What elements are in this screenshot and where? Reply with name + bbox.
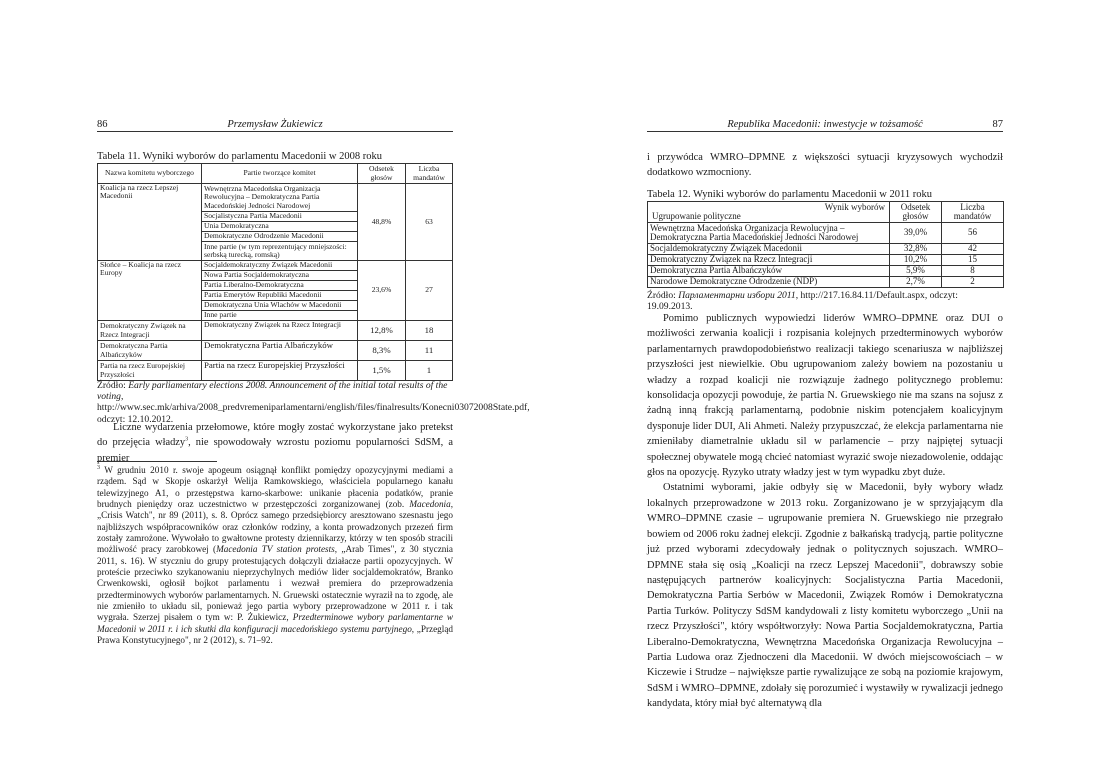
footnote-separator <box>97 461 217 462</box>
table11-party: Demokratyczny Związek na Rzecz Integracji <box>202 321 358 341</box>
table12-stub-top: Wynik wyborów <box>824 201 885 212</box>
left-paragraph <box>97 420 453 466</box>
left-body-text <box>97 420 453 466</box>
footnote-italic: Macedonia TV station protests <box>216 544 335 555</box>
table11-seats: 18 <box>406 321 453 341</box>
table11-committee: Demokratyczna Partia Albańczyków <box>98 341 202 361</box>
table12-seats: 15 <box>942 255 1004 266</box>
footnote-italic: Przedterminowe wybory parlamentarne w Macedonii w 2011 r. i ich skutki dla konfiguracji macedońskiego systemu partyjnego <box>97 612 453 634</box>
paragraph-text-cont: , nie spowodowały wzrostu poziomu popularności SdSM, a premier <box>97 437 453 464</box>
source-title: Парламентарни избори 2011 <box>678 290 796 301</box>
table11-committee: Słońce – Koalicja na rzecz Europy <box>98 261 202 321</box>
footnote-text: , „Crisis Watch", nr 89 (2011), s. 8. Oprócz samego przedsiębiorcy aresztowano szesnastu jego najbliższych współpracowników oraz członków rodziny, a konta prowadzonych przezeń firm zostały zamrożone. Wywołało to gwałtowne protesty dziennikarzy, którzy w ten sposób stracili możliwość pracy zarobkowej ( <box>97 499 453 555</box>
table11-committee: Koalicja na rzecz Lepszej Macedonii <box>98 184 202 261</box>
table12-party: Demokratyczna Partia Albańczyków <box>648 266 890 277</box>
table11-party: Partia Emerytów Republiki Macedonii <box>202 291 358 301</box>
table11-party: Wewnętrzna Macedońska Organizacja Rewolucyjna – Demokratyczna Partia Macedońskiej Jedności Narodowej <box>202 184 358 212</box>
table12-share: 2,7% <box>890 277 942 288</box>
table12-party: Narodowe Demokratyczne Odrodzenie (NDP) <box>648 277 890 288</box>
table11-party: Socjaldemokratyczny Związek Macedonii <box>202 261 358 271</box>
table12-caption: Tabela 12. Wyniki wyborów do parlamentu Macedonii w 2011 roku <box>647 189 932 200</box>
table11-share: 1,5% <box>358 361 406 381</box>
right-page <box>550 0 1100 778</box>
table12-header-seats: Liczba mandatów <box>942 202 1004 223</box>
table11-header-share: Odsetek głosów <box>358 164 406 184</box>
table11-seats: 27 <box>406 261 453 321</box>
table12-stub <box>648 202 890 223</box>
table11-party: Partia Liberalno-Demokratyczna <box>202 281 358 291</box>
table11-party: Demokratyczne Odrodzenie Macedonii <box>202 232 358 242</box>
footnote-text: , „Arab Times", z 30 stycznia 2011, s. 16). W styczniu do grupy protestujących dołączyli działacze partii opozycyjnych. W proteście przeciwko szykanowaniu nieprzychylnych mediów lider socjaldemokratów, Branko Crwenkowski, ogłosił bojkot parlamentu i wezwał premiera do przeprowadzenia przedterminowych wyborów parlamentarnych. N. Gruewski ostatecznie wyraził na to zgodę, ale nie zmieniło to układu sil, ponieważ jego partia wybory przeprowadzone w 2011 r. i tak wygrała. Szerzej pisałem o tym w: P. Żukiewicz, <box>97 544 454 623</box>
table11-header-seats: Liczba mandatów <box>406 164 453 184</box>
footnote-text: , „Przegląd Prawa Konstytucyjnego", nr 2 (2012), s. 71–92. <box>97 623 453 646</box>
footnote-number: 3 <box>97 464 100 471</box>
table12-header-share: Odsetek głosów <box>890 202 942 223</box>
intro-paragraph: i przywódca WMRO–DPMNE z większości sytuacji kryzysowych wychodził dodatkowo wzmocniony. <box>647 152 1003 179</box>
left-page-number: 86 <box>97 119 108 130</box>
right-paragraph-1: Pomimo publicznych wypowiedzi liderów WMRO–DPMNE oraz DUI o możliwości zerwania koalicji i rozpisania kolejnych przedterminowych wyborów parlamentarnych prawdopodobieństwo realizacji takiego scenariusza w najbliższej przyszłości jest niewielkie. Obu ugrupowaniom zależy bowiem na pozostaniu u władzy a rozpad koalicji nie rozwiązuje żadnego politycznego problemu: konsolidacja opozycji powoduje, że partia N. Gruewskiego nie ma szans na sojusz z żadną inną frakcją parlamentarną, podobnie niskim potencjałem koalicyjnym dysponuje lider DUI, Ali Ahmeti. Należy przypuszczać, że elekcja parlamentarna nie zmieniłaby diametralnie układu sil w parlamencie – przy najpiętej sytuacji społecznej obywatele mogą chcieć natomiast wyrazić swoje niezadowolenie, oddając głos na opozycję. Ryzyko utraty władzy jest w tym wypadku zbyt duże. <box>647 313 1003 479</box>
table11-party: Demokratyczna Partia Albańczyków <box>202 341 358 361</box>
table11-share: 48,8% <box>358 184 406 261</box>
paragraph-text: Liczne wydarzenia przełomowe, które mogły zostać wykorzystane jako pretekst do przejęcia władzy <box>97 422 453 449</box>
table12-seats: 56 <box>942 223 1004 244</box>
right-running-title: Republika Macedonii: inwestycje w tożsamość <box>727 119 923 130</box>
footnote <box>97 465 453 647</box>
table11-committee: Partia na rzecz Europejskiej Przyszłości <box>98 361 202 381</box>
right-paragraph-2: Ostatnimi wyborami, jakie odbyły się w Macedonii, były wybory władz lokalnych przeprowadzone w 2013 roku. Zorganizowano je w sprzyjającym dla WMRO–DPMNE czasie – ugrupowanie premiera N. Gruewskiego nie przegrało bowiem od 2006 roku żadnej elekcji. Zgodnie z bałkańską tradycją, partie polityczne już przed wyborami zdecydowały jednak o politycznych sojuszach. WMRO–DPMNE stała się osią „Koalicji na rzecz Lepszej Macedonii", dobrawszy sobie następujących partnerów koalicyjnych: Socjalistyczna Partia Macedonii, Demokratyczna Partia Serbów w Macedonii, Związek Romów i Demokratyczna Partia Turków. Polityczy SdSM kandydowali z listy komitetu wyborczego „Unii na rzecz Przyszłości", który współtworzyły: Nowa Partia Socjaldemokratyczna, Partia Liberalno-Demokratyczna, Wewnętrzna Macedońska Organizacja Rewolucyjna – Partia Ludowa oraz Zjednoczeni dla Macedonii. W dwóch miejscowościach – w Kiczewie i Strudze – największe partie rywalizujące ze sobą na poziomie krajowym, SdSM i WMRO–DPMNE, zdołały się porozumieć i wystawiły w rywalizacji jednego kandydata, który miał być alternatywą dla <box>647 482 1003 710</box>
right-body-text <box>647 311 1003 712</box>
table11-share: 8,3% <box>358 341 406 361</box>
table12-seats: 42 <box>942 244 1004 255</box>
table11 <box>97 163 453 381</box>
table12-seats: 8 <box>942 266 1004 277</box>
source-details: , http://217.16.84.11/Default.aspx, odczyt: 19.09.2013. <box>647 290 958 313</box>
source-prefix: Źródło: <box>647 290 679 301</box>
table11-source <box>97 380 530 425</box>
table11-caption: Tabela 11. Wyniki wyborów do parlamentu Macedonii w 2008 roku <box>97 151 382 162</box>
table11-seats: 11 <box>406 341 453 361</box>
table12-party: Demokratyczny Związek na Rzecz Integracji <box>648 255 890 266</box>
table11-seats: 63 <box>406 184 453 261</box>
footnote-ref: 3 <box>185 436 189 443</box>
table11-seats: 1 <box>406 361 453 381</box>
table11-header-committee: Nazwa komitetu wyborczego <box>98 164 202 184</box>
table11-party: Partia na rzecz Europejskiej Przyszłości <box>202 361 358 381</box>
table11-party: Demokratyczna Unia Wlachów w Macedonii <box>202 301 358 311</box>
table12-share: 39,0% <box>890 223 942 244</box>
table11-party: Nowa Partia Socjaldemokratyczna <box>202 271 358 281</box>
table11-committee: Demokratyczny Związek na Rzecz Integracji <box>98 321 202 341</box>
right-running-head <box>647 118 1003 132</box>
left-running-title: Przemysław Żukiewicz <box>227 119 323 130</box>
table11-party: Inne partie (w tym reprezentujący mniejszości: serbską turecką, romską) <box>202 242 358 261</box>
table12-source <box>647 290 1003 312</box>
table11-share: 23,6% <box>358 261 406 321</box>
table12-party: Wewnętrzna Macedońska Organizacja Rewolucyjna – Demokratyczna Partia Macedońskiej Jedności Narodowej <box>648 223 890 244</box>
table12-share: 10,2% <box>890 255 942 266</box>
table11-party: Socjalistyczna Partia Macedonii <box>202 212 358 222</box>
table12 <box>647 201 1004 288</box>
right-intro-text <box>647 150 1003 181</box>
table12-share: 5,9% <box>890 266 942 277</box>
table12-stub-bottom: Ugrupowanie polityczne <box>652 211 741 221</box>
left-running-head <box>97 118 453 132</box>
right-page-number: 87 <box>992 119 1003 130</box>
table11-header-parties: Partie tworzące komitet <box>202 164 358 184</box>
source-details: , http://www.sec.mk/arhiva/2008_predvremeniparlamentarni/english/files/finalresults/Konecni03072008State.pdf, odczyt: 12.10.2012. <box>97 391 530 425</box>
source-title: Early parliamentary elections 2008. Announcement of the initial total results of the voting <box>97 380 448 403</box>
footnote-text: W grudniu 2010 r. swoje apogeum osiągnął konflikt pomiędzy opozycyjnymi mediami a rządem. Sąd w Skopje oskarżył Welija Ramkowskiego, właściciela popularnego kanału telewizyjnego A1, o przestępstwa karno-skarbowe: unikanie płacenia podatków, pranie brudnych pieniędzy oraz uczestnictwo w przestępczości zorganizowanej (zob. <box>97 465 453 510</box>
table11-party: Unia Demokratyczna <box>202 222 358 232</box>
table12-party: Socjaldemokratyczny Związek Macedonii <box>648 244 890 255</box>
table12-share: 32,8% <box>890 244 942 255</box>
source-prefix: Źródło: <box>97 380 129 391</box>
footnote-italic: Macedonia <box>409 499 451 510</box>
table11-share: 12,8% <box>358 321 406 341</box>
table11-party: Inne partie <box>202 311 358 321</box>
table12-seats: 2 <box>942 277 1004 288</box>
